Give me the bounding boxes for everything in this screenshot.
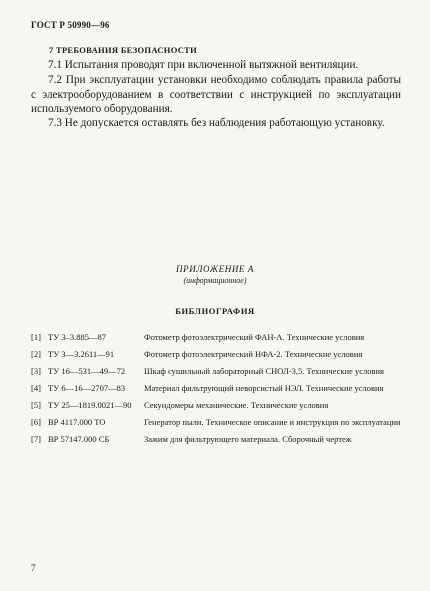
bibliography-item-number: [6]	[31, 417, 41, 427]
bibliography-list	[31, 331, 407, 450]
bibliography-item	[31, 382, 407, 394]
bibliography-item-code: ТУ 6—16—2707—83	[48, 383, 126, 393]
bibliography-item	[31, 331, 407, 343]
bibliography-item-number: [5]	[31, 400, 41, 410]
bibliography-item-title: Шкаф сушильный лабораторный СНОЛ-3,5. Технические условия	[144, 366, 384, 376]
bibliography-item-title: Зажим для фильтрующего материала. Сборочный чертеж	[144, 434, 352, 444]
bibliography-item-title: Фотометр фотоэлектрический НФА-2. Технические условия	[144, 349, 363, 359]
bibliography-item-number: [4]	[31, 383, 41, 393]
bibliography-item-number: [7]	[31, 434, 41, 444]
bibliography-item-number: [1]	[31, 332, 41, 342]
page-number: 7	[31, 563, 36, 573]
section-title: 7 ТРЕБОВАНИЯ БЕЗОПАСНОСТИ	[49, 45, 198, 55]
appendix-title: ПРИЛОЖЕНИЕ А	[176, 264, 254, 274]
bibliography-item	[31, 348, 407, 360]
bibliography-item	[31, 365, 407, 377]
bibliography-title: БИБЛИОГРАФИЯ	[175, 306, 255, 316]
bibliography-item-title: Фотометр фотоэлектрический ФАН-А. Технические условия	[144, 332, 365, 342]
bibliography-item-code: ТУ 3–3.885—87	[48, 332, 106, 342]
bibliography-item-number: [3]	[31, 366, 41, 376]
bibliography-item-code: ВР 4117.000 ТО	[48, 417, 106, 427]
bibliography-item	[31, 399, 407, 411]
bibliography-item	[31, 416, 407, 428]
bibliography-item-code: ТУ 16—531—49—72	[48, 366, 126, 376]
document-code: ГОСТ Р 50990—96	[31, 20, 110, 30]
paragraph-7-3: 7.3 Не допускается оставлять без наблюдения работающую установку.	[48, 117, 385, 129]
paragraph-7-2: 7.2 При эксплуатации установки необходимо соблюдать правила работы с электрооборудованием в соответствии с инструкцией по эксплуатации используемого оборудования.	[31, 74, 401, 115]
bibliography-item-code: ТУ 25—1819.0021—90	[48, 400, 132, 410]
bibliography-item-code: ВР 57147.000 СБ	[48, 434, 110, 444]
paragraph-7-1: 7.1 Испытания проводят при включенной вытяжной вентиляции.	[48, 59, 359, 71]
bibliography-item-code: ТУ 3—3.2611—91	[48, 349, 115, 359]
appendix-subtitle: (информационное)	[183, 276, 247, 285]
bibliography-item	[31, 433, 407, 445]
bibliography-item-title: Генератор пыли. Техническое описание и инструкция по эксплуатации	[144, 417, 401, 427]
bibliography-item-title: Секундомеры механические. Технические условия	[144, 400, 329, 410]
bibliography-item-title: Материал фильтрующий неворсистый НЭЛ. Технические условия	[144, 383, 384, 393]
bibliography-item-number: [2]	[31, 349, 41, 359]
